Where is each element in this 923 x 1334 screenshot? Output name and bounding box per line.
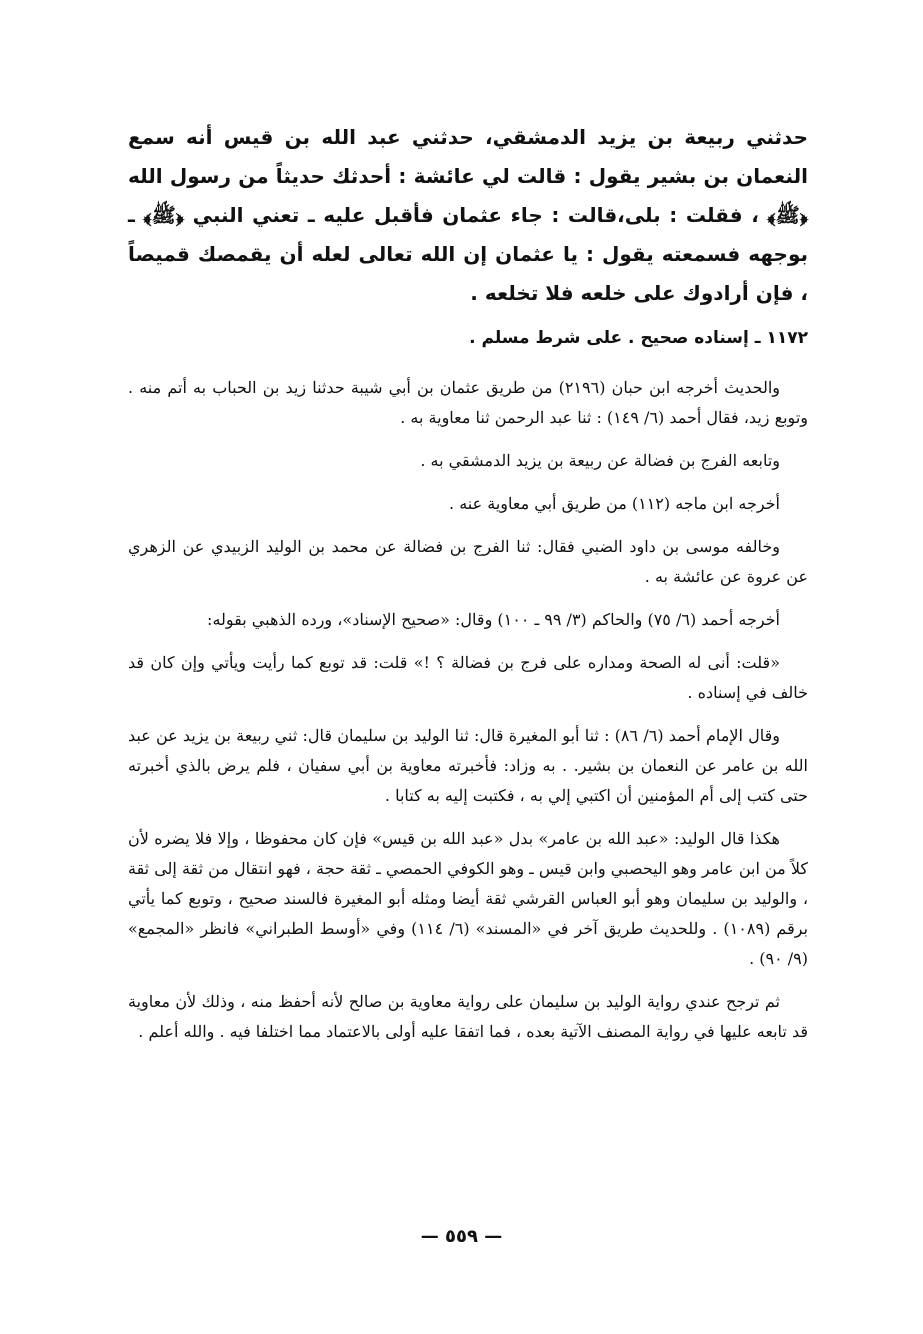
commentary-paragraph: وقال الإمام أحمد (٦/ ٨٦) : ثنا أبو المغيرة قال: ثنا الوليد بن سليمان قال: ثني ربيعة بن يزيد عن عبد الله بن عامر عن النعمان بن بشير. . به وزاد: فأخبرته معاوية بن أبي سفيان ، فلم يرض بالذي أخبرته حتى كتب إلى أم المؤمنين أن اكتبي إلي به ، فكتبت إليه به كتابا . <box>128 726 808 805</box>
commentary-paragraph: والحديث أخرجه ابن حبان (٢١٩٦) من طريق عثمان بن أبي شيبة حدثنا زيد بن الحباب به أتم منه . وتوبع زيد، فقال أحمد (٦/ ١٤٩) : ثنا عبد الرحمن ثنا معاوية به . <box>128 378 808 427</box>
commentary-paragraph: وتابعه الفرج بن فضالة عن ربيعة بن يزيد الدمشقي به . <box>420 451 780 470</box>
commentary-paragraph: هكذا قال الوليد: «عبد الله بن عامر» بدل «عبد الله بن قيس» فإن كان محفوظا ، وإلا فلا يضره لأن كلاً من ابن عامر وهو اليحصبي وابن قيس ـ وهو الكوفي الحمصي ـ ثقة حجة ، فهو انتقال من ثقة إلى ثقة ، والوليد بن سليمان وهو أبو العباس القرشي ثقة أيضا ومثله أبو المغيرة فالسند صحيح ، وتوبع كما يأتي برقم (١٠٨٩) . وللحديث طريق آخر في «المسند» (٦/ ١١٤) وفي «أوسط الطبراني» فانظر «المجمع» (٩/ ٩٠) . <box>128 829 809 968</box>
hadith-grading: ١١٧٢ ـ إسناده صحيح . على شرط مسلم . <box>469 328 808 348</box>
page-number: — ٥٥٩ — <box>420 1226 503 1247</box>
commentary-paragraph: أخرجه أحمد (٦/ ٧٥) والحاكم (٣/ ٩٩ ـ ١٠٠) وقال: «صحيح الإسناد»، ورده الذهبي بقوله: <box>207 610 780 629</box>
commentary-paragraph: ثم ترجح عندي رواية الوليد بن سليمان على رواية معاوية بن صالح لأنه أحفظ منه ، وذلك لأن معاوية قد تابعه عليها في رواية المصنف الآتية بعده ، فما اتفقا عليه أولى بالاعتماد مما اختلفا فيه . والله أعلم . <box>128 992 808 1041</box>
commentary-paragraph: أخرجه ابن ماجه (١١٢) من طريق أبي معاوية عنه . <box>449 494 780 513</box>
hadith-text: حدثني ربيعة بن يزيد الدمشقي، حدثني عبد الله بن قيس أنه سمع النعمان بن بشير يقول : قالت لي عائشة : أحدثك حديثاً من رسول الله ﴿ﷺ﴾ ، فقلت : بلى،قالت : جاء عثمان فأقبل عليه ـ تعني النبي ﴿ﷺ﴾ ـ بوجهه فسمعته يقول : يا عثمان إن الله تعالى لعله أن يقمصك قميصاً ، فإن أرادوك على خلعه فلا تخلعه . <box>128 125 808 305</box>
commentary-paragraph: وخالفه موسى بن داود الضبي فقال: ثنا الفرج بن فضالة عن محمد بن الوليد الزبيدي عن الزهري عن عروة عن عائشة به . <box>128 537 808 586</box>
page-body <box>128 118 808 1060</box>
commentary-paragraph: «قلت: أنى له الصحة ومداره على فرج بن فضالة ؟ !» قلت: قد توبع كما رأيت ويأتي وإن كان قد خالف في إسناده . <box>128 653 808 702</box>
